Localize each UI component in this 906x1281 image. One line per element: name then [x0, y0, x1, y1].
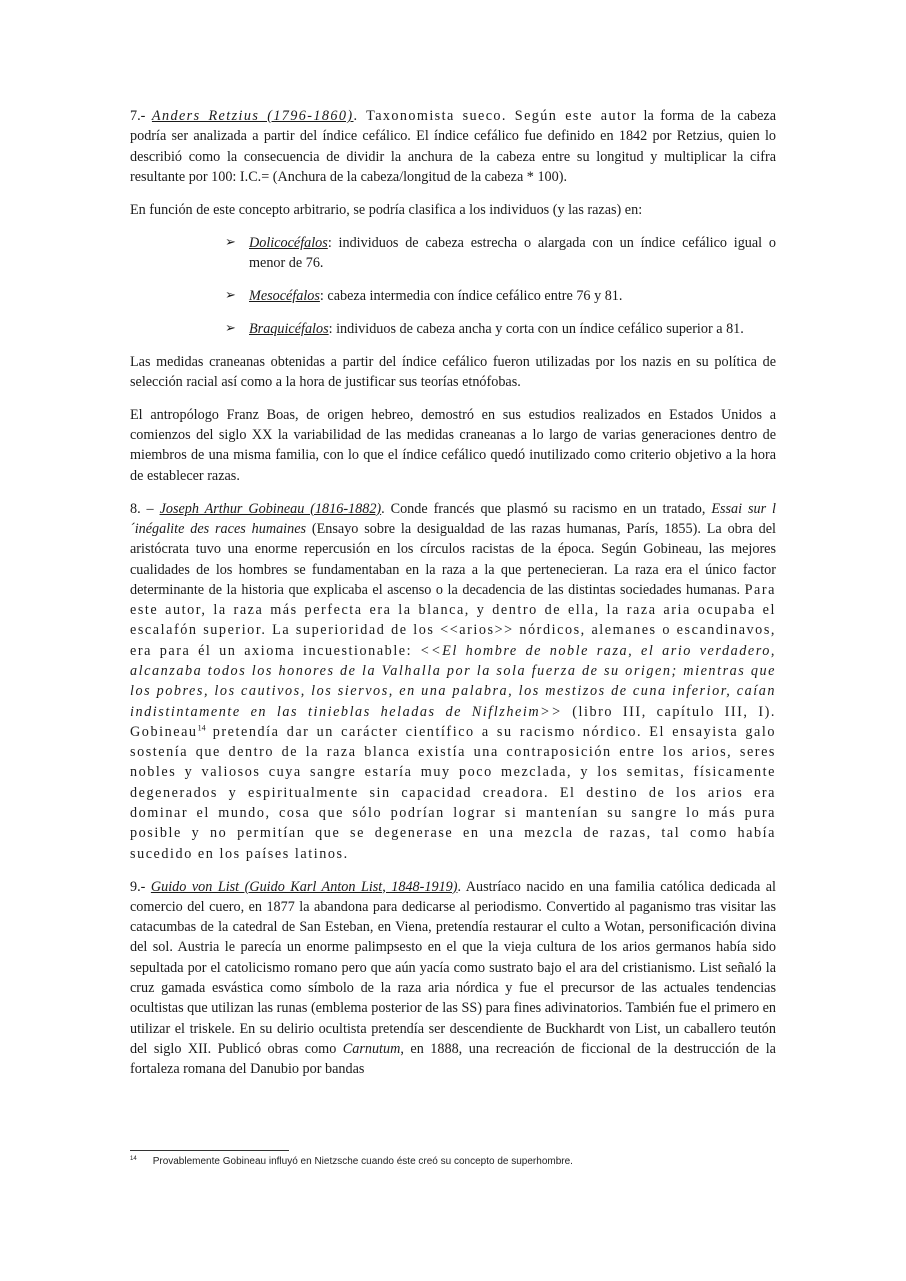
spaced-text: Para este autor, la raza más perfecta era la blanca, y dentro de ella, la raza aria ocupaba el escalafón superior. La superioridad de los <<arios>> nórdicos, alemanes o escandinavos, era para él un axioma incuestionable: [130, 581, 776, 659]
arrow-bullet-icon: ➢ [225, 320, 236, 336]
paragraph-boas: El antropólogo Franz Boas, de origen hebreo, demostró en sus estudios realizados en Estados Unidos a comienzos del siglo XX la variabilidad de las medidas craneanas a lo largo de varias generaciones dentro de miembros de una misma familia, con lo que el índice cefálico quedó inutilizado como criterio objetivo a la hora de establecer razas. [130, 406, 776, 484]
item-number: 7.- [130, 108, 152, 124]
definition: : individuos de cabeza ancha y corta con un índice cefálico superior a 81. [328, 320, 744, 337]
item-number: 8. – [130, 500, 160, 517]
classification-list [130, 233, 776, 339]
author-name: Anders Retzius (1796-1860) [151, 108, 354, 124]
list-item [225, 286, 776, 306]
author-name: Joseph Arthur Gobineau (1816-1882) [159, 500, 382, 517]
paragraph-nazis: Las medidas craneanas obtenidas a partir del índice cefálico fueron utilizadas por los nazis en su política de selección racial así como a la hora de justificar sus teorías etnófobas. [130, 353, 776, 390]
definition: : individuos de cabeza estrecha o alargada con un índice cefálico igual o menor de 76. [249, 234, 776, 271]
quote: <<El hombre de noble raza, el ario verdadero, alcanzaba todos los honores de la Valhalla por la sola fuerza de su origen; mientras que los pobres, los cautivos, los siervos, en una palabra, los mestizos de cuna inferior, caían indistintamente en las tinieblas heladas de Niflzheim>> [130, 642, 777, 720]
footnote-number: 14 [130, 1156, 137, 1162]
author-name: Guido von List (Guido Karl Anton List, 1848-1919) [150, 878, 458, 895]
classification-intro: En función de este concepto arbitrario, se podría clasifica a los individuos (y las razas) en: [130, 201, 643, 218]
book-title: Essai sur l´inégalite des races humaines [130, 500, 776, 537]
paragraph-gobineau [130, 499, 776, 864]
definition: : cabeza intermedia con índice cefálico entre 76 y 81. [319, 287, 623, 304]
spaced-text: . Taxonomista sueco. Según este autor [353, 108, 637, 124]
footnote [130, 1156, 776, 1167]
term: Mesocéfalos [249, 287, 320, 304]
footnote-divider [130, 1150, 289, 1151]
arrow-bullet-icon: ➢ [225, 234, 236, 250]
paragraph-text: , en 1888, una recreación de ficcional de la destrucción de la fortaleza romana del Danubio por bandas [130, 1040, 776, 1078]
term: Braquicéfalos [249, 320, 329, 337]
spaced-text: pretendía dar un carácter científico a su racismo nórdico. El ensayista galo sostenía que dentro de la raza blanca existía una contraposición entre los arios, seres nobles y valiosos cuya sangre estaría muy poco mezclada, y los semitas, físicamente degenerados y espiritualmente sin capacidad creadora. El destino de los arios era dominar el mundo, cosa que sólo podrían lograr si mantenían su sangre lo más pura posible y no permitían que se degenerase en una mezcla de razas, tal como había sucedido en los países latinos. [130, 723, 776, 862]
term: Dolicocéfalos [249, 234, 328, 251]
paragraph-text: (Ensayo sobre la desigualdad de las razas humanas, París, 1855). La obra del aristócrata tuvo una enorme repercusión en los círculos racistas de la época. Según Gobineau, las mejores cualidades de los hombres se fundamentaban en la raza a la que pertenecieran. La raza era el único factor determinante de la historia que explicaba el ascenso o la decadencia de las distintas sociedades humanas. [130, 520, 776, 598]
list-item [225, 319, 776, 339]
paragraph-text: . Austríaco nacido en una familia católica dedicada al comercio del cuero, en 1877 la abandona para dedicarse al periodismo. Convertido al paganismo tras visitar las catacumbas de la catedral de San Esteban, en Viena, pretendía restaurar el culto a Wotan, personificación divina del sol. Austria le parecía un enorme palimpsesto en el que la vieja cultura de los arios germanos había sido sepultada por el catolicismo romano pero que aún yacía como sustrato bajo el ara del cristianismo. List señaló la cruz gamada esvástica como símbolo de la raza aria nórdica y fue el precursor de las actuales tendencias ocultistas que utilizan las runas (emblema posterior de las SS) para fines adivinatorios. También fue el primero en utilizar el triskele. En su delirio ocultista pretendía ser descendiente de Buckhardt von List, un caballero teutón del siglo XII. Publicó obras como [130, 878, 776, 1057]
paragraph-list [130, 877, 776, 1080]
paragraph-text: . Conde francés que plasmó su racismo en un tratado, [381, 500, 712, 517]
footnote-reference: 14 [197, 723, 206, 733]
paragraph-retzius [130, 106, 776, 187]
item-number: 9.- [130, 878, 151, 895]
document-page [130, 106, 776, 1092]
footnote-text: Provablemente Gobineau influyó en Nietzsche cuando éste creó su concepto de superhombre. [152, 1156, 573, 1167]
paragraph-text: la forma de la cabeza podría ser analizada a partir del índice cefálico. El índice cefálico fue definido en 1842 por Retzius, quien lo describió como la consecuencia de dividir la anchura de la cabeza entre su longitud y multiplicar la cifra resultante por 100: I.C.= (Anchura de la cabeza/longitud de la cabeza * 100). [130, 108, 777, 185]
list-item [225, 233, 776, 274]
work-title: Carnutum [342, 1040, 401, 1057]
arrow-bullet-icon: ➢ [225, 287, 236, 303]
spaced-text: (libro III, capítulo III, I). Gobineau [130, 703, 776, 740]
